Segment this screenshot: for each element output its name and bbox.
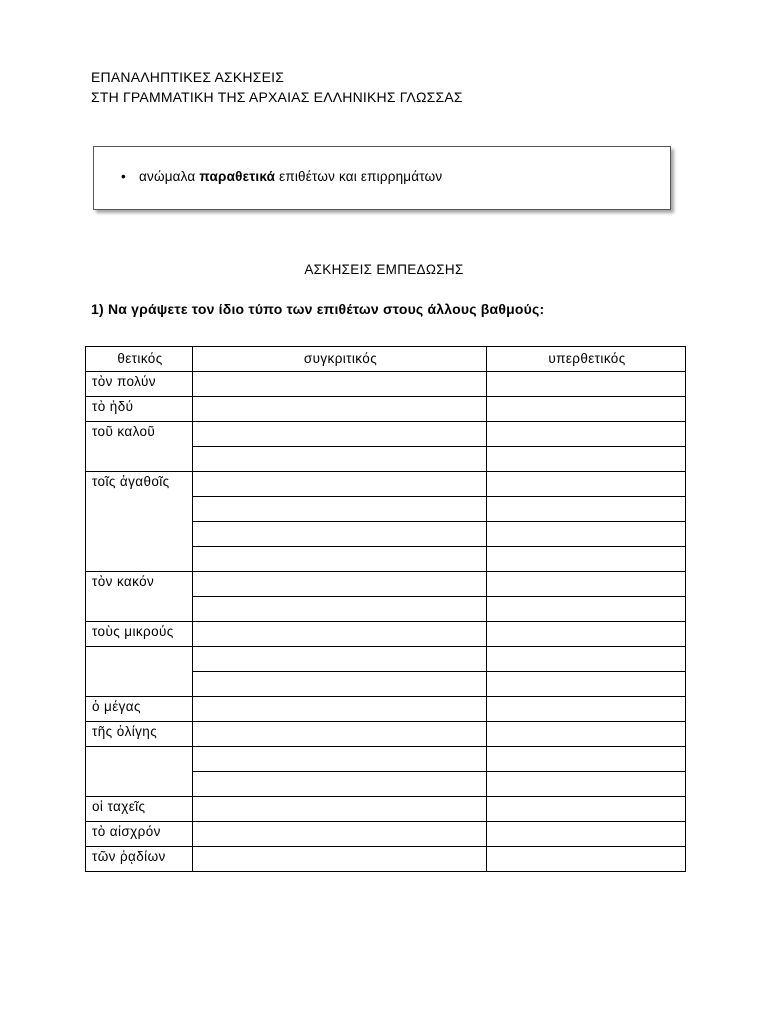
superlative-answer-cell[interactable] (487, 372, 686, 397)
table-row (86, 397, 686, 422)
section-title: ΑΣΚΗΣΕΙΣ ΕΜΠΕΔΩΣΗΣ (304, 262, 464, 277)
comparative-answer-cell[interactable] (193, 747, 487, 772)
positive-degree-cell: τοὺς μικρούς (86, 622, 193, 647)
superlative-answer-cell[interactable] (487, 397, 686, 422)
table-row (86, 822, 686, 847)
superlative-answer-cell[interactable] (487, 647, 686, 672)
superlative-answer-cell[interactable] (487, 597, 686, 622)
topic-text-after: επιθέτων και επιρρημάτων (275, 169, 443, 184)
topic-box (93, 146, 671, 210)
header-positive: θετικός (86, 347, 193, 372)
superlative-answer-cell[interactable] (487, 522, 686, 547)
positive-degree-cell: τὸ αἰσχρόν (86, 822, 193, 847)
table-row (86, 372, 686, 397)
header-comparative: συγκριτικός (193, 347, 487, 372)
comparative-answer-cell[interactable] (193, 647, 487, 672)
document-header (91, 67, 463, 107)
header-line-1: ΕΠΑΝΑΛΗΠΤΙΚΕΣ ΑΣΚΗΣΕΙΣ (91, 69, 285, 85)
comparative-answer-cell[interactable] (193, 422, 487, 447)
table-row (86, 472, 686, 497)
comparative-answer-cell[interactable] (193, 447, 487, 472)
topic-item (121, 169, 442, 184)
table-row (86, 572, 686, 597)
topic-text-before: ανώμαλα (139, 169, 200, 184)
header-superlative: υπερθετικός (487, 347, 686, 372)
superlative-answer-cell[interactable] (487, 572, 686, 597)
bullet-icon: • (121, 169, 126, 184)
positive-degree-cell: τὸν πολύν (86, 372, 193, 397)
superlative-answer-cell[interactable] (487, 547, 686, 572)
table-row (86, 647, 686, 672)
superlative-answer-cell[interactable] (487, 847, 686, 872)
superlative-answer-cell[interactable] (487, 447, 686, 472)
positive-degree-cell: τὸν κακόν (86, 572, 193, 622)
comparative-answer-cell[interactable] (193, 772, 487, 797)
comparative-answer-cell[interactable] (193, 397, 487, 422)
positive-degree-cell (86, 747, 193, 797)
comparative-answer-cell[interactable] (193, 622, 487, 647)
superlative-answer-cell[interactable] (487, 422, 686, 447)
comparative-answer-cell[interactable] (193, 497, 487, 522)
positive-degree-cell: τοῖς ἀγαθοῖς (86, 472, 193, 572)
superlative-answer-cell[interactable] (487, 697, 686, 722)
table-row (86, 722, 686, 747)
comparative-answer-cell[interactable] (193, 547, 487, 572)
comparative-answer-cell[interactable] (193, 372, 487, 397)
comparative-answer-cell[interactable] (193, 597, 487, 622)
superlative-answer-cell[interactable] (487, 722, 686, 747)
table-row (86, 797, 686, 822)
positive-degree-cell: τὸ ἡδύ (86, 397, 193, 422)
comparative-answer-cell[interactable] (193, 847, 487, 872)
superlative-answer-cell[interactable] (487, 622, 686, 647)
header-line-2: ΣΤΗ ΓΡΑΜΜΑΤΙΚΗ ΤΗΣ ΑΡΧΑΙΑΣ ΕΛΛΗΝΙΚΗΣ ΓΛΩΣΣΑΣ (91, 89, 463, 105)
superlative-answer-cell[interactable] (487, 797, 686, 822)
exercise-instruction: 1) Να γράψετε τον ίδιο τύπο των επιθέτων στους άλλους βαθμούς: (91, 301, 545, 317)
comparative-answer-cell[interactable] (193, 522, 487, 547)
superlative-answer-cell[interactable] (487, 772, 686, 797)
positive-degree-cell: τοῦ καλοῦ (86, 422, 193, 472)
table-row (86, 747, 686, 772)
table-row (86, 697, 686, 722)
table-row (86, 622, 686, 647)
comparative-answer-cell[interactable] (193, 822, 487, 847)
superlative-answer-cell[interactable] (487, 672, 686, 697)
comparative-answer-cell[interactable] (193, 722, 487, 747)
comparative-answer-cell[interactable] (193, 797, 487, 822)
comparative-answer-cell[interactable] (193, 672, 487, 697)
table-row (86, 847, 686, 872)
comparative-answer-cell[interactable] (193, 472, 487, 497)
table-header-row (86, 347, 686, 372)
superlative-answer-cell[interactable] (487, 747, 686, 772)
positive-degree-cell (86, 647, 193, 697)
superlative-answer-cell[interactable] (487, 497, 686, 522)
comparative-answer-cell[interactable] (193, 572, 487, 597)
superlative-answer-cell[interactable] (487, 472, 686, 497)
positive-degree-cell: τῆς ὀλίγης (86, 722, 193, 747)
positive-degree-cell: τῶν ῥᾳδίων (86, 847, 193, 872)
superlative-answer-cell[interactable] (487, 822, 686, 847)
exercise-table (85, 346, 686, 872)
table-row (86, 422, 686, 447)
positive-degree-cell: ὁ μέγας (86, 697, 193, 722)
topic-text-bold: παραθετικά (199, 169, 276, 184)
comparative-answer-cell[interactable] (193, 697, 487, 722)
positive-degree-cell: οἱ ταχεῖς (86, 797, 193, 822)
